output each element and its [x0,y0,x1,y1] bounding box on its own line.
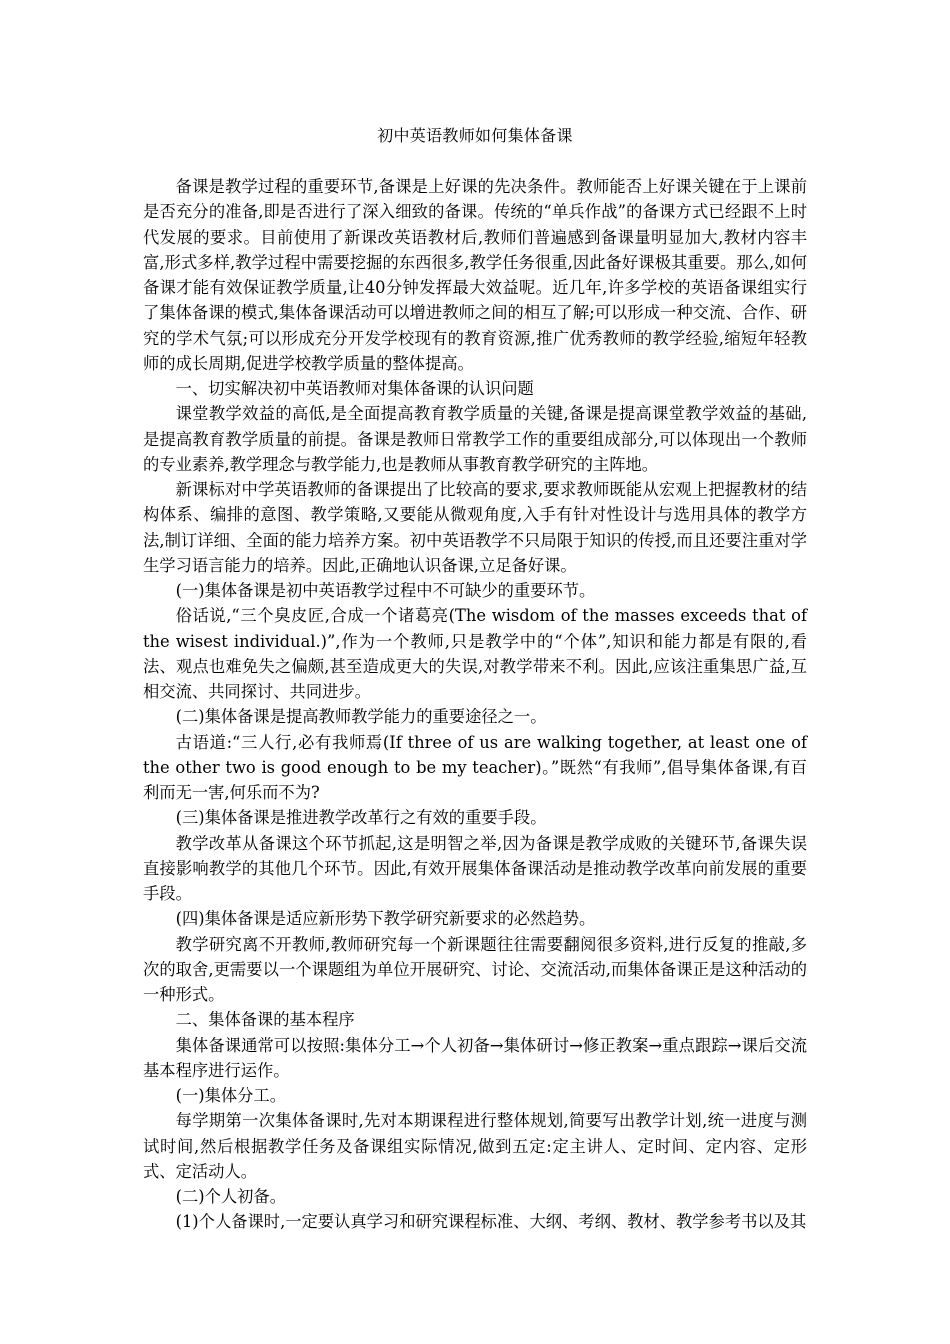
paragraph: 课堂教学效益的高低,是全面提高教育教学质量的关键,备课是提高课堂教学效益的基础,是提高教育教学质量的前提。备课是教师日常教学工作的重要组成部分,可以体现出一个教师的专业素养,教学理念与教学能力,也是教师从事教育教学研究的主阵地。 [143,404,807,474]
paragraph: 集体备课通常可以按照:集体分工→个人初备→集体研讨→修正教案→重点跟踪→课后交流基本程序进行运作。 [143,1035,807,1080]
document-body [143,174,807,1235]
document-title: 初中英语教师如何集体备课 [377,126,573,145]
subsection-heading: (一)集体分工。 [175,1086,286,1105]
paragraph: 教学改革从备课这个环节抓起,这是明智之举,因为备课是教学成败的关键环节,备课失误直接影响教学的其他几个环节。因此,有效开展集体备课活动是推动教学改革向前发展的重要手段。 [143,833,807,903]
paragraph: 古语道:“三人行,必有我师焉(If three of us are walking together, at least one of the other two is good enough to be my teacher)。”既然“有我师”,倡导集体备课,有百利而无一害,何乐而不为? [143,732,807,802]
subsection-heading: (二)集体备课是提高教师教学能力的重要途径之一。 [175,707,547,727]
subsection-heading: (三)集体备课是推进教学改革行之有效的重要手段。 [175,808,547,828]
paragraph-intro: 备课是教学过程的重要环节,备课是上好课的先决条件。教师能否上好课关键在于上课前是否充分的准备,即是否进行了深入细致的备课。传统的“单兵作战”的备课方式已经跟不上时代发展的要求。目前使用了新课改英语教材后,教师们普遍感到备课量明显加大,教材内容丰富,形式多样,教学过程中需要挖掘的东西很多,教学任务很重,因此备好课极其重要。那么,如何备课才能有效保证教学质量,让40分钟发挥最大效益呢。近几年,许多学校的英语备课组实行了集体备课的模式,集体备课活动可以增进教师之间的相互了解;可以形成一种交流、合作、研究的学术气氛;可以形成充分开发学校现有的教育资源,推广优秀教师的教学经验,缩短年轻教师的成长周期,促进学校教学质量的整体提高。 [143,177,807,373]
subsection-heading: (二)个人初备。 [175,1187,286,1206]
paragraph: (1)个人备课时,一定要认真学习和研究课程标准、大纲、考纲、教材、教学参考书以及其 [175,1212,807,1232]
paragraph: 俗话说,“三个臭皮匠,合成一个诸葛亮(The wisdom of the masses exceeds that of the wisest individual.)”,作为一个教师,只是教学中的“个体”,知识和能力都是有限的,看法、观点也难免失之偏颇,甚至造成更大的失误,对教学带来不利。因此,应该注重集思广益,互相交流、共同探讨、共同进步。 [143,606,807,701]
section-heading: 二、集体备课的基本程序 [175,1010,355,1030]
section-heading: 一、切实解决初中英语教师对集体备课的认识问题 [175,379,534,398]
paragraph: 新课标对中学英语教师的备课提出了比较高的要求,要求教师既能从宏观上把握教材的结构体系、编排的意图、教学策略,又要能从微观角度,入手有针对性设计与选用具体的教学方法,制订详细、全面的能力培养方案。初中英语教学不只局限于知识的传授,而且还要注重对学生学习语言能力的培养。因此,正确地认识备课,立足备好课。 [143,480,807,575]
paragraph: 教学研究离不开教师,教师研究每一个新课题往往需要翻阅很多资料,进行反复的推敲,多次的取舍,更需要以一个课题组为单位开展研究、讨论、交流活动,而集体备课正是这种活动的一种形式。 [143,934,807,1004]
subsection-heading: (一)集体备课是初中英语教学过程中不可缺少的重要环节。 [175,581,596,600]
paragraph: 每学期第一次集体备课时,先对本期课程进行整体规划,简要写出教学计划,统一进度与测试时间,然后根据教学任务及备课组实际情况,做到五定:定主讲人、定时间、定内容、定形式、定活动人。 [143,1111,807,1181]
subsection-heading: (四)集体备课是适应新形势下教学研究新要求的必然趋势。 [175,909,596,929]
